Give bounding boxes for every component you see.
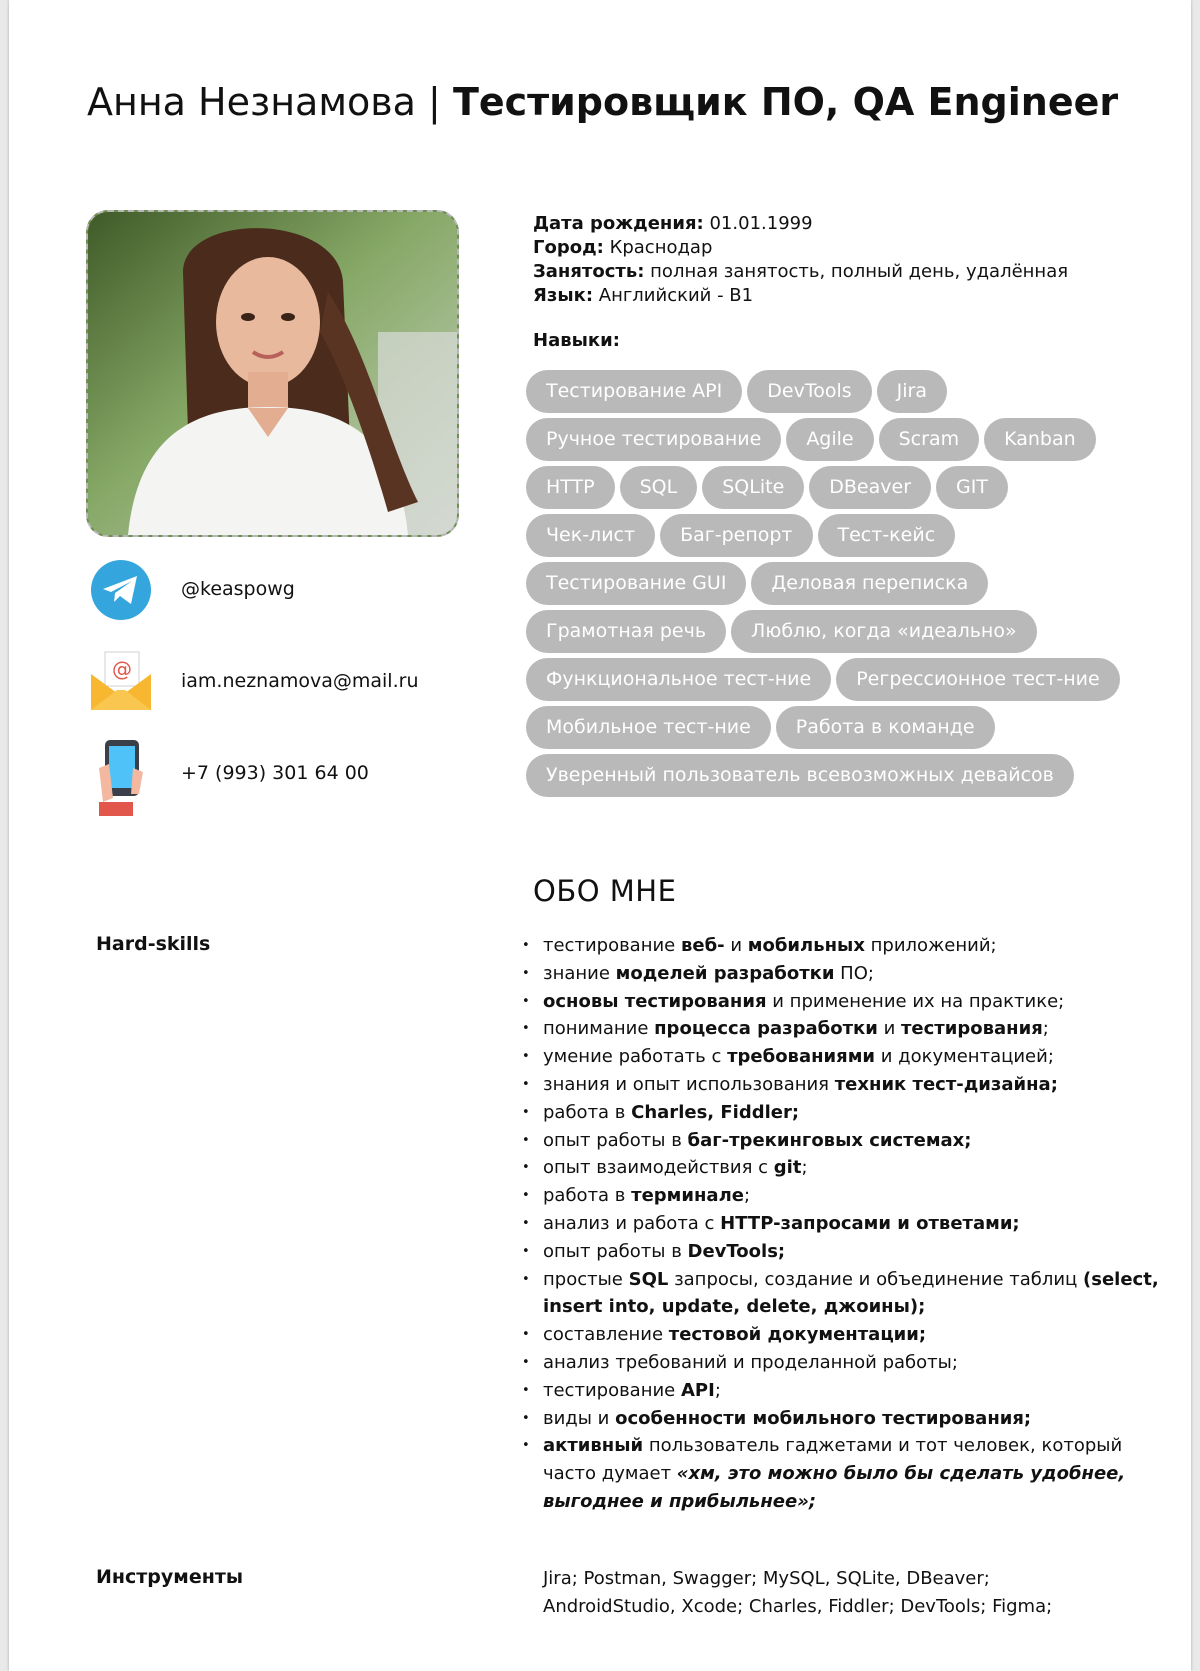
skill-tag: Kanban bbox=[984, 418, 1096, 461]
hard-skill-text: умение работать с bbox=[543, 1046, 728, 1068]
skills-tag-row bbox=[526, 370, 1166, 413]
hard-skill-text: особенности мобильного тестирования; bbox=[615, 1407, 1032, 1429]
skills-tag-row bbox=[526, 754, 1166, 797]
skill-tag: Грамотная речь bbox=[526, 610, 726, 653]
hard-skill-text: виды и bbox=[543, 1407, 616, 1429]
hard-skill-text: (select, insert into, update, delete, джоины); bbox=[543, 1268, 1159, 1318]
skill-tag: Тест-кейс bbox=[818, 514, 956, 557]
hard-skill-text: работа в bbox=[543, 1101, 632, 1123]
hard-skill-text: HTTP-запросами и ответами; bbox=[720, 1212, 1020, 1234]
skills-tag-row bbox=[526, 466, 1166, 509]
hard-skill-item bbox=[522, 988, 1162, 1016]
skill-tag: Баг-репорт bbox=[660, 514, 812, 557]
hard-skill-text: техник тест-дизайна; bbox=[834, 1073, 1058, 1095]
hard-skill-text: требованиями bbox=[727, 1046, 876, 1068]
personal-info bbox=[533, 212, 1068, 308]
hard-skill-text: и применение их на практике; bbox=[766, 990, 1065, 1012]
hard-skill-text: простые bbox=[543, 1268, 629, 1290]
telegram-icon bbox=[89, 558, 153, 628]
hard-skill-item bbox=[522, 1377, 1162, 1405]
skill-tag: Ручное тестирование bbox=[526, 418, 781, 461]
hard-skill-item bbox=[522, 1099, 1162, 1127]
skills-tag-row bbox=[526, 418, 1166, 461]
skills-tags bbox=[526, 370, 1166, 802]
hard-skill-text: основы тестирования bbox=[543, 990, 767, 1012]
skill-tag: Люблю, когда «идеально» bbox=[731, 610, 1037, 653]
info-label: Город: bbox=[533, 237, 604, 258]
phone-in-hand-icon bbox=[89, 738, 153, 808]
hard-skill-text: опыт взаимодействия с bbox=[543, 1157, 774, 1179]
hard-skill-text: анализ и работа с bbox=[543, 1212, 721, 1234]
hard-skill-text: терминале bbox=[631, 1185, 744, 1207]
hard-skill-item bbox=[522, 1154, 1162, 1182]
hard-skill-text: знание bbox=[543, 962, 616, 984]
hard-skill-text: тестирование bbox=[543, 1379, 681, 1401]
tools-line: AndroidStudio, Xcode; Charles, Fiddler; DevTools; Figma; bbox=[543, 1596, 1053, 1617]
skills-tag-row bbox=[526, 610, 1166, 653]
hard-skills-label: Hard-skills bbox=[96, 933, 211, 955]
hard-skill-text: опыт работы в bbox=[543, 1129, 688, 1151]
skill-tag: Тестирование GUI bbox=[526, 562, 746, 605]
hard-skill-item bbox=[522, 932, 1162, 960]
tools-list bbox=[543, 1565, 1052, 1621]
hard-skill-text: знания и опыт использования bbox=[543, 1073, 835, 1095]
hard-skill-item bbox=[522, 1349, 1162, 1377]
hard-skill-text: баг-трекинговых системах; bbox=[687, 1129, 972, 1151]
hard-skill-text: процесса разработки bbox=[654, 1018, 878, 1040]
skill-tag: Мобильное тест-ние bbox=[526, 706, 771, 749]
skill-tag: Функциональное тест-ние bbox=[526, 658, 831, 701]
hard-skill-item bbox=[522, 1321, 1162, 1349]
person-name: Анна Незнамова bbox=[87, 80, 416, 124]
info-value: Краснодар bbox=[609, 237, 713, 258]
hard-skill-text: тестирование bbox=[543, 935, 681, 956]
hard-skill-text: API bbox=[680, 1379, 715, 1401]
contact-email bbox=[89, 648, 529, 718]
email-address[interactable]: iam.neznamova@mail.ru bbox=[181, 670, 419, 692]
skill-tag: HTTP bbox=[526, 466, 615, 509]
hard-skill-text: тестовой документации; bbox=[668, 1324, 927, 1346]
info-city bbox=[533, 236, 1068, 260]
telegram-handle[interactable]: @keaspowg bbox=[181, 578, 295, 600]
hard-skill-text: ; bbox=[714, 1379, 721, 1401]
hard-skill-text: опыт работы в bbox=[543, 1240, 688, 1262]
hard-skill-item bbox=[522, 1043, 1162, 1071]
skill-tag: Регрессионное тест-ние bbox=[836, 658, 1120, 701]
skills-tag-row bbox=[526, 514, 1166, 557]
title-separator: | bbox=[428, 80, 441, 124]
hard-skill-item bbox=[522, 1405, 1162, 1433]
svg-text:@: @ bbox=[112, 657, 132, 681]
skill-tag: DevTools bbox=[747, 370, 871, 413]
hard-skill-item bbox=[522, 1238, 1162, 1266]
hard-skill-text: DevTools; bbox=[687, 1240, 786, 1262]
skill-tag: DBeaver bbox=[809, 466, 931, 509]
hard-skill-item bbox=[522, 1071, 1162, 1099]
profile-photo bbox=[86, 210, 459, 537]
info-value: Английский - В1 bbox=[598, 285, 754, 306]
skill-tag: Уверенный пользователь всевозможных девайсов bbox=[526, 754, 1074, 797]
hard-skill-text: тестирования bbox=[901, 1018, 1043, 1040]
info-label: Дата рождения: bbox=[533, 213, 704, 234]
skill-tag: Agile bbox=[786, 418, 873, 461]
hard-skill-text: приложений; bbox=[864, 935, 997, 956]
resume-page bbox=[9, 0, 1191, 1671]
page-title bbox=[87, 80, 1118, 124]
skill-tag: Scram bbox=[879, 418, 979, 461]
tools-label: Инструменты bbox=[96, 1566, 244, 1588]
skill-tag: SQL bbox=[620, 466, 698, 509]
skills-tag-row bbox=[526, 562, 1166, 605]
hard-skill-item bbox=[522, 1015, 1162, 1043]
hard-skill-item bbox=[522, 1432, 1162, 1515]
skill-tag: GIT bbox=[936, 466, 1008, 509]
skill-tag: Деловая переписка bbox=[751, 562, 988, 605]
skill-tag: Работа в команде bbox=[776, 706, 995, 749]
hard-skill-text: и bbox=[724, 935, 748, 956]
skill-tag: Чек-лист bbox=[526, 514, 655, 557]
hard-skill-text: Charles, Fiddler; bbox=[631, 1101, 800, 1123]
info-value: 01.01.1999 bbox=[709, 213, 813, 234]
hard-skill-item bbox=[522, 1127, 1162, 1155]
hard-skill-text: запросы, создание и объединение таблиц bbox=[668, 1268, 1084, 1290]
contact-telegram bbox=[89, 558, 529, 628]
hard-skill-item bbox=[522, 1182, 1162, 1210]
hard-skill-text: понимание bbox=[543, 1018, 655, 1040]
hard-skill-text: пользователь гаджетами и тот человек, который часто думает bbox=[543, 1435, 1123, 1485]
contact-phone bbox=[89, 738, 529, 808]
hard-skill-item bbox=[522, 1266, 1162, 1322]
hard-skill-text: моделей разработки bbox=[615, 962, 835, 984]
tools-line: Jira; Postman, Swagger; MySQL, SQLite, DBeaver; bbox=[543, 1568, 990, 1589]
hard-skills-list bbox=[522, 932, 1162, 1516]
hard-skill-text: работа в bbox=[543, 1185, 632, 1207]
info-language bbox=[533, 284, 1068, 308]
hard-skill-text: ПО; bbox=[834, 962, 874, 984]
hard-skill-item bbox=[522, 960, 1162, 988]
phone-number[interactable]: +7 (993) 301 64 00 bbox=[181, 762, 369, 784]
info-value: полная занятость, полный день, удалённая bbox=[650, 261, 1069, 282]
hard-skill-text: SQL bbox=[628, 1268, 669, 1290]
hard-skill-text: и bbox=[877, 1018, 901, 1040]
job-title: Тестировщик ПО, QA Engineer bbox=[452, 80, 1119, 124]
hard-skill-text: активный bbox=[543, 1435, 644, 1457]
email-envelope-icon bbox=[89, 648, 153, 718]
skills-title: Навыки: bbox=[533, 330, 620, 351]
hard-skill-text: ; bbox=[1042, 1018, 1049, 1040]
hard-skill-text: «хм, это можно было бы сделать удобнее, выгоднее и прибыльнее»; bbox=[543, 1463, 1126, 1512]
hard-skill-text: веб- bbox=[680, 935, 725, 956]
info-employment bbox=[533, 260, 1068, 284]
info-label: Язык: bbox=[533, 285, 594, 306]
info-label: Занятость: bbox=[533, 261, 645, 282]
hard-skill-text: ; bbox=[801, 1157, 808, 1179]
hard-skill-item bbox=[522, 1210, 1162, 1238]
about-title: ОБО МНЕ bbox=[533, 874, 677, 908]
skill-tag: Jira bbox=[877, 370, 947, 413]
hard-skill-text: составление bbox=[543, 1324, 669, 1346]
skill-tag: Тестирование API bbox=[526, 370, 742, 413]
hard-skill-text: и документацией; bbox=[875, 1046, 1054, 1068]
hard-skill-text: анализ требований и проделанной работы; bbox=[543, 1351, 958, 1373]
hard-skill-text: ; bbox=[743, 1185, 751, 1207]
skills-tag-row bbox=[526, 658, 1166, 701]
hard-skill-text: мобильных bbox=[747, 935, 865, 956]
skills-tag-row bbox=[526, 706, 1166, 749]
info-birthdate bbox=[533, 212, 1068, 236]
hard-skill-text: git bbox=[773, 1157, 802, 1179]
skill-tag: SQLite bbox=[702, 466, 804, 509]
